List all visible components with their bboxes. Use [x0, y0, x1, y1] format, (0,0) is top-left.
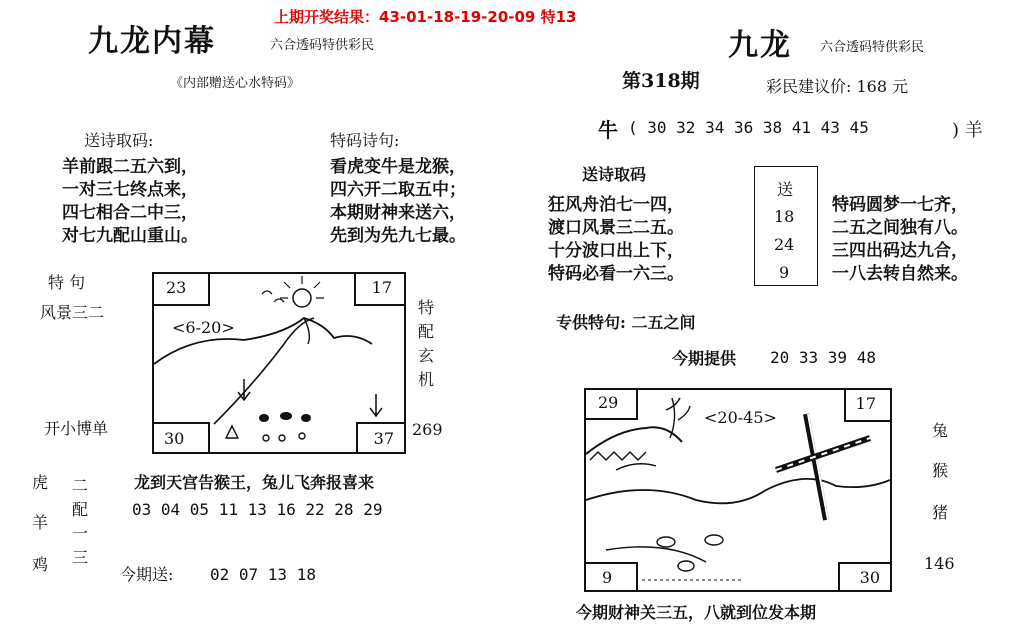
poem-line: 一对三七终点来，: [62, 180, 198, 200]
left-picture: [152, 272, 406, 454]
right-side-number: 146: [924, 554, 955, 573]
right-send-heading: 送诗取码: [582, 165, 647, 184]
provide-numbers: 20 33 39 48: [770, 348, 876, 367]
left-side-number: 269: [412, 420, 443, 439]
poem-line: 四七相合二中三，: [62, 203, 198, 223]
mountain-sketch: [154, 274, 404, 452]
story-line: 龙到天宫告猴王，兔儿飞奔报喜来: [134, 473, 375, 492]
corner-number: 29: [598, 393, 619, 412]
poem-line: 看虎变牛是龙猴，: [330, 157, 466, 177]
right-subtitle: 六合透码特供彩民: [820, 40, 925, 55]
period: 第318期: [622, 70, 700, 92]
send-box-label: 送: [777, 180, 794, 199]
animal-item: 猴: [932, 461, 949, 480]
this-period-label: 今期送:: [120, 565, 174, 584]
send-box-value: 24: [774, 235, 795, 254]
cross-sketch: [586, 390, 890, 590]
send-number-box: [754, 166, 818, 286]
pairing-vertical: 特配玄机: [417, 298, 434, 389]
animal-item: 猪: [932, 503, 949, 522]
special-poem-heading: 特码诗句:: [330, 131, 400, 150]
special-phrase-label: 特 句: [48, 273, 86, 292]
send-box-value: 9: [779, 263, 790, 282]
right-send-poem: [548, 194, 684, 286]
send-poem: [62, 156, 198, 248]
pair-chars-vertical: 二配一三: [71, 476, 88, 567]
zodiac-item: 羊: [32, 513, 49, 532]
right-special-phrase: 专供特句: 二五之间: [556, 313, 696, 332]
animal-item: 兔: [932, 421, 949, 440]
this-period-numbers: 02 07 13 18: [210, 565, 316, 584]
poem-line: 羊前跟二五六到，: [62, 157, 198, 177]
special-poem: [330, 156, 466, 248]
poem-line: 四六开二取五中；: [330, 180, 466, 200]
poem-line: 对七九配山重山。: [62, 226, 198, 246]
corner-number: 9: [602, 568, 613, 587]
range-text: <20-45>: [704, 408, 777, 427]
poem-line: 渡口风景三二五。: [548, 218, 684, 238]
poem-line: 特码必看一六三。: [548, 264, 684, 284]
poem-line: 狂风舟泊七一四，: [548, 195, 684, 215]
dream-poem: [832, 194, 968, 286]
provide-label: 今期提供: [672, 349, 737, 368]
corner-number: 37: [373, 429, 394, 448]
corner-number: 17: [371, 278, 392, 297]
poem-line: 二五之间独有八。: [832, 218, 968, 238]
ox-numbers: ( 30 32 34 36 38 41 43 45: [628, 118, 869, 137]
left-title: 九龙内幕: [88, 24, 216, 59]
corner-number: 30: [164, 429, 185, 448]
open-label: 开小博单: [44, 419, 109, 438]
gift-line: 《内部赠送心水特码》: [170, 76, 301, 91]
right-footer: 今期财神关三五，八就到位发本期: [576, 603, 817, 622]
left-subtitle: 六合透码特供彩民: [270, 38, 375, 53]
poem-line: 特码圆梦一七齐，: [832, 195, 968, 215]
send-poem-heading: 送诗取码:: [84, 131, 154, 150]
send-box-value: 18: [774, 207, 795, 226]
last-result: 上期开奖结果：43-01-18-19-20-09 特13: [274, 8, 577, 26]
corner-number: 30: [859, 568, 880, 587]
ox-end: ) 羊: [952, 120, 983, 141]
poem-line: 十分波口出上下，: [548, 241, 684, 261]
corner-number: 23: [166, 278, 187, 297]
zodiac-item: 虎: [32, 473, 49, 492]
poem-line: 本期财神来送六，: [330, 203, 466, 223]
ox-label: 牛: [598, 118, 618, 142]
left-numbers: 03 04 05 11 13 16 22 28 29: [132, 500, 383, 519]
range-text: <6-20>: [172, 318, 235, 337]
price: 彩民建议价: 168 元: [766, 77, 909, 96]
right-title: 九龙: [728, 28, 792, 63]
poem-line: 一八去转自然来。: [832, 264, 968, 284]
poem-line: 三四出码达九合，: [832, 241, 968, 261]
poem-line: 先到为先九七最。: [330, 226, 466, 246]
special-phrase-value: 风景三二: [40, 303, 105, 322]
right-picture: [584, 388, 892, 592]
corner-number: 17: [855, 394, 876, 413]
zodiac-item: 鸡: [32, 555, 49, 574]
